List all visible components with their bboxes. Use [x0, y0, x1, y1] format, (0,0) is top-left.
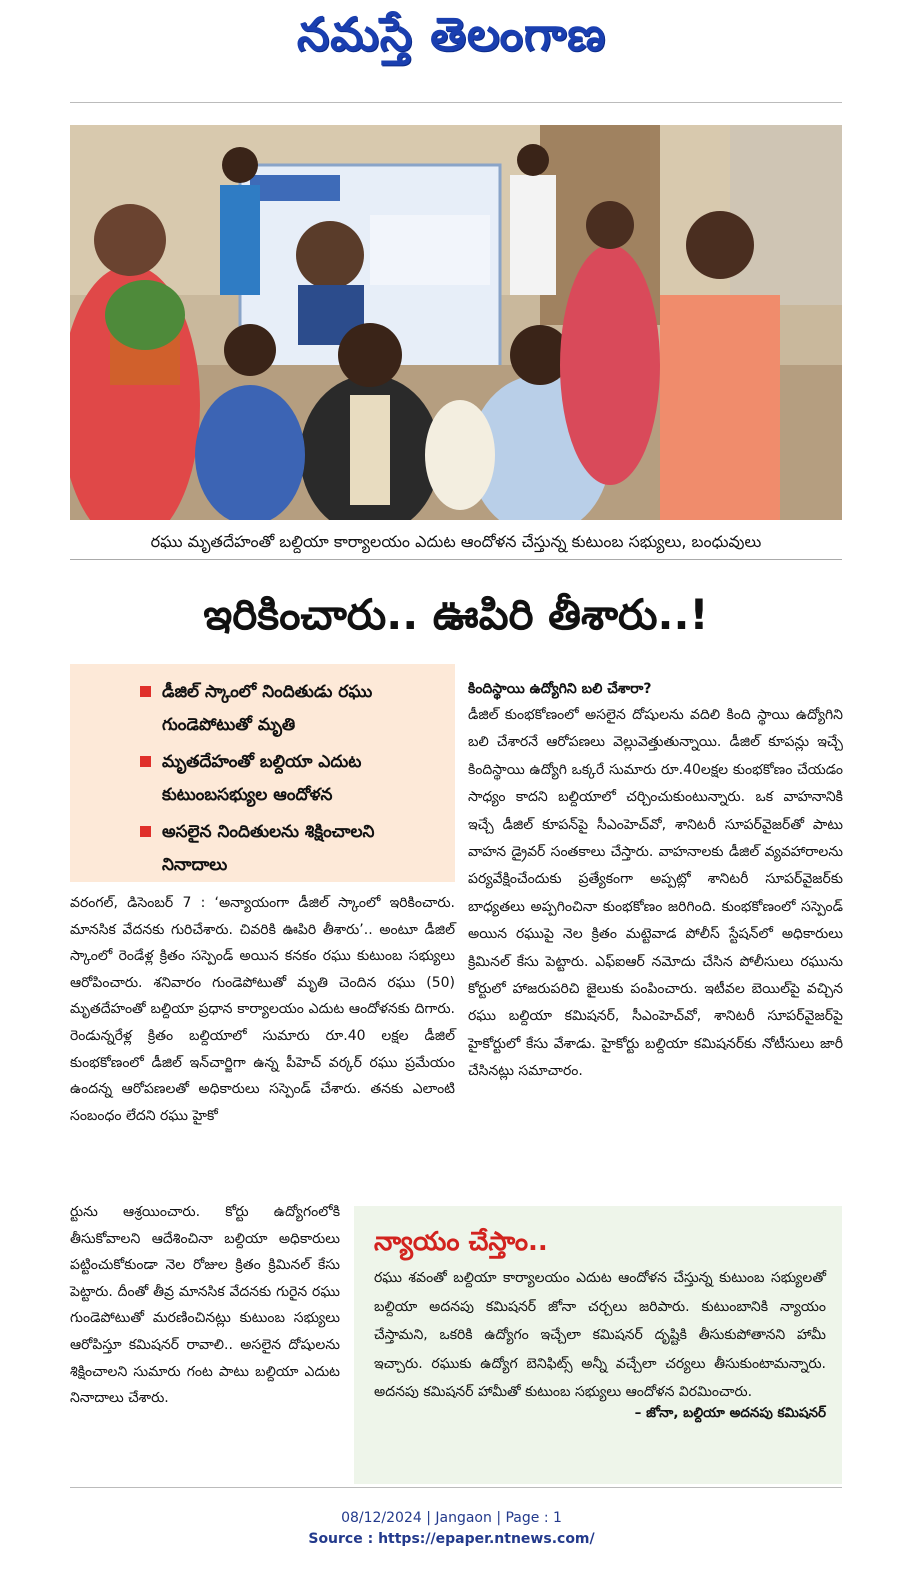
- sidebar-box: [354, 1206, 842, 1484]
- highlight-text: డీజిల్ స్కాంలో నిందితుడు రఘు గుండెపోటుతో మృతి: [162, 682, 373, 735]
- bullet-icon: [140, 826, 151, 837]
- highlight-text: అసలైన నిందితులను శిక్షించాలని నినాదాలు: [162, 822, 375, 875]
- masthead-title: నమస్తే తెలంగాణ: [296, 7, 607, 61]
- bullet-icon: [140, 756, 151, 767]
- highlight-text: మృతదేహంతో బల్దియా ఎదుట కుటుంబసభ్యుల ఆందోళన: [162, 752, 362, 805]
- article-body-right: [468, 676, 843, 1086]
- article-headline: ఇరికించారు.. ఊపిరి తీశారు..!: [203, 590, 709, 639]
- footer-date-edition: 08/12/2024 | Jangaon | Page : 1: [341, 1510, 562, 1526]
- masthead: [0, 0, 903, 80]
- bottom-divider: [70, 1487, 842, 1488]
- highlight-item: [140, 676, 443, 742]
- article-body-left-top: వరంగల్, డిసెంబర్ 7 : ‘అన్యాయంగా డీజిల్ స్కాంలో ఇరికించారు. మానసిక వేదనకు గురిచేశారు. చివరికి ఊపిరి తీశారు’.. అంటూ డీజిల్ స్కాంలో రెండేళ్ల క్రితం సస్పెండ్ అయిన కనకం రఘు కుటుంబ సభ్యులు ఆరోపించారు. శనివారం గుండెపోటుతో మృతి చెందిన రఘు (50) మృతదేహంతో బల్దియా ప్రధాన కార్యాలయం ఎదుట ఆందోళనకు దిగారు. రెండున్నరేళ్ల క్రితం బల్దియాలో సుమారు రూ.40 లక్షల డీజిల్ కుంభకోణంలో డీజిల్ ఇన్‌చార్జిగా ఉన్న పీహెచ్ వర్కర్ రఘు ప్రమేయం ఉందన్న ఆరోపణలతో అధికారులు సస్పెండ్ చేశారు. తనకు ఎలాంటి సంబంధం లేదని రఘు హైకో: [70, 895, 455, 1124]
- sidebar-box-body: రఘు శవంతో బల్దియా కార్యాలయం ఎదుట ఆందోళన చేస్తున్న కుటుంబ సభ్యులతో బల్దియా అదనపు కమిషనర్ జోనా చర్చలు జరిపారు. కుటుంబానికి న్యాయం చేస్తామని, ఒకరికి ఉద్యోగం ఇచ్చేలా కమిషనర్ దృష్టికి తీసుకుపోతానని హామీ ఇచ్చారు. రఘుకు ఉద్యోగ బెనిఫిట్స్ అన్నీ వచ్చేలా చర్యలు తీసుకుంటామన్నారు. అదనపు కమిషనర్ హామీతో కుటుంబ సభ్యులు ఆందోళన విరమించారు.: [374, 1270, 826, 1400]
- right-body-text: డీజిల్ కుంభకోణంలో అసలైన దోషులను వదిలి కింది స్థాయి ఉద్యోగిని బలి చేశారనే ఆరోపణలు వెల్లువెత్తుతున్నాయి. డీజిల్ కూపన్లు ఇచ్చే కిందిస్థాయి ఉద్యోగి ఒక్కరే సుమారు రూ.40లక్షల కుంభకోణం చేయడం సాధ్యం కాదని బల్దియాలో చర్చించుకుంటున్నారు. ఒక వాహనానికి ఇచ్చే డీజిల్ కూపన్‌పై సీఎంహెచ్‌వో, శానిటరీ సూపర్‌వైజర్‌తో పాటు వాహన డ్రైవర్ సంతకాలు చేస్తారు. వాహనాలకు డీజిల్ వ్యవహారాలను పర్యవేక్షించేందుకు ప్రత్యేకంగా అప్పట్లో శానిటరీ సూపర్‌వైజర్‌కు బాధ్యతలు అప్పగించినా కుంభకోణం జరిగింది. కుంభకోణంలో సస్పెండ్ అయిన రఘుపై నెల క్రితం మట్టెవాడ పోలీస్ స్టేషన్‌లో అధికారులు క్రిమినల్ కేసు పెట్టారు. ఎఫ్ఐఆర్ నమోదు చేసిన పోలీసులు రఘును కోర్టులో హాజరుపరిచి జైలుకు పంపించారు. ఇటీవల బెయిల్‌పై వచ్చిన రఘు బల్దియా కమిషనర్, సీఎంహెచ్‌వో, శానిటరీ సూపర్‌వైజర్‌పై హైకోర్టులో కేసు వేశాడు. హైకోర్టు బల్దియా కమిషనర్‌కు నోటీసులు జారీ చేసినట్లు సమాచారం.: [468, 707, 843, 1080]
- top-divider: [70, 102, 842, 103]
- photo-caption: రఘు మృతదేహంతో బల్దియా కార్యాలయం ఎదుట ఆందోళన చేస్తున్న కుటుంబ సభ్యులు, బంధువులు: [70, 525, 842, 560]
- highlight-item: [140, 816, 443, 882]
- sidebar-box-attribution: – జోనా, బల్దియా అదనపు కమిషనర్: [634, 1404, 826, 1421]
- highlight-item: [140, 746, 443, 812]
- highlights-box: [70, 664, 455, 882]
- news-photo-illustration: [70, 125, 842, 520]
- bullet-icon: [140, 686, 151, 697]
- sidebar-box-title: న్యాయం చేస్తాం..: [374, 1227, 548, 1257]
- news-photo: [70, 125, 842, 520]
- right-subheading: కిందిస్థాయి ఉద్యోగిని బలి చేశారా?: [468, 681, 652, 697]
- article-body-left-bottom: ర్టును ఆశ్రయించారు. కోర్టు ఉద్యోగంలోకి తీసుకోవాలని ఆదేశించినా బల్దియా అధికారులు పట్టించుకోకుండా నెల రోజుల క్రితం క్రిమినల్ కేసు పెట్టారు. దీంతో తీవ్ర మానసిక వేదనకు గురైన రఘు గుండెపోటుతో మరణించినట్లు కుటుంబ సభ్యులు ఆరోపిస్తూ కమిషనర్ రావాలి.. అసలైన దోషులను శిక్షించాలని సుమారు గంట పాటు బల్దియా ఎదుట నినాదాలు చేశారు.: [70, 1204, 340, 1407]
- footer-source-link[interactable]: Source : https://epaper.ntnews.com/: [308, 1531, 595, 1547]
